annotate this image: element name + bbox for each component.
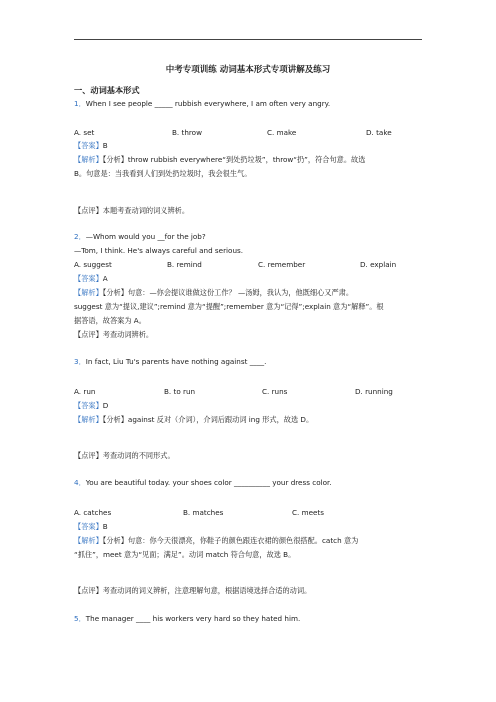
question-2-stem xyxy=(74,232,206,242)
option-b: B. matches xyxy=(183,508,224,517)
analysis-tag: 【解析】 xyxy=(74,536,103,545)
analysis-text: 据答语，故答案为 A。 xyxy=(74,316,146,325)
option-c: C. make xyxy=(267,128,297,137)
question-4-stem xyxy=(74,478,332,488)
option-c: C. runs xyxy=(262,387,288,396)
header-rule xyxy=(74,39,422,40)
question-number: 4． xyxy=(74,478,86,487)
answer-line xyxy=(74,401,108,411)
option-a: A. catches xyxy=(74,508,112,517)
question-number: 5． xyxy=(74,614,86,623)
analysis-line xyxy=(74,536,358,546)
analysis-text: “抓住”，meet 意为“见面；满足”。动词 match 符合句意，故选 B。 xyxy=(74,550,296,559)
analysis-line xyxy=(74,415,313,425)
question-number: 1． xyxy=(74,99,86,108)
question-text: —Tom, I think. He's always careful and serious. xyxy=(74,246,244,255)
comment-text: 【点评】考查动词辨析。 xyxy=(74,330,154,339)
question-3-stem xyxy=(74,357,266,367)
answer-tag: 【答案】 xyxy=(74,141,103,150)
question-text: You are beautiful today. your shoes color __________ your dress color. xyxy=(85,478,332,487)
section-heading: 一、动词基本形式 xyxy=(74,85,140,95)
comment-text: 【点评】考查动词的词义辨析，注意理解句意，根据语境选择合适的动词。 xyxy=(74,586,312,595)
analysis-text: 【分析】against 反对（介词），介词后跟动词 ing 形式，故选 D。 xyxy=(102,415,314,424)
question-1-options xyxy=(74,128,392,138)
option-b: B. remind xyxy=(167,260,202,269)
option-c: C. meets xyxy=(292,508,324,517)
option-a: A. set xyxy=(74,128,95,137)
analysis-text: 【分析】句意：你今天很漂亮，你鞋子的颜色跟连衣裙的颜色很搭配。catch 意为 xyxy=(102,536,359,545)
answer-value: A xyxy=(102,274,108,283)
comment-text: 【点评】考查动词的不同形式。 xyxy=(74,451,175,460)
comment-text: 【点评】本题考查动词的词义辨析。 xyxy=(74,206,190,215)
analysis-tag: 【解析】 xyxy=(74,415,103,424)
answer-tag: 【答案】 xyxy=(74,522,103,531)
answer-value: B xyxy=(102,141,108,150)
question-text: —Whom would you __for the job? xyxy=(85,232,206,241)
page-title: 中考专项训练 动词基本形式专项讲解及练习 xyxy=(165,65,331,75)
analysis-tag: 【解析】 xyxy=(74,155,103,164)
option-a: A. suggest xyxy=(74,260,112,269)
question-1-stem xyxy=(74,99,330,109)
analysis-tag: 【解析】 xyxy=(74,288,103,297)
option-a: A. run xyxy=(74,387,96,396)
analysis-line xyxy=(74,155,365,165)
question-text: The manager ____ his workers very hard so they hated him. xyxy=(85,614,301,623)
option-b: B. throw xyxy=(172,128,202,137)
question-number: 2． xyxy=(74,232,86,241)
answer-tag: 【答案】 xyxy=(74,274,103,283)
analysis-text: B。句意是：当我看到人们到处扔垃圾时，我会很生气。 xyxy=(74,169,252,178)
question-text: In fact, Liu Tu's parents have nothing against ____. xyxy=(85,357,267,366)
answer-line xyxy=(74,274,108,284)
analysis-text: 【分析】句意：—你会提议谁做这份工作？ —汤姆，我认为，他既细心又严肃。 xyxy=(102,288,354,297)
question-5-stem xyxy=(74,614,300,624)
analysis-text: suggest 意为“提议,建议”;remind 意为“提醒”;remember 意为“记得”;explain 意为“解释”。根 xyxy=(74,302,384,311)
question-2-options xyxy=(74,260,396,270)
question-4-options xyxy=(74,508,324,518)
answer-tag: 【答案】 xyxy=(74,401,103,410)
option-b: B. to run xyxy=(164,387,196,396)
answer-line xyxy=(74,141,108,151)
analysis-line xyxy=(74,288,353,298)
option-c: C. remember xyxy=(258,260,306,269)
analysis-text: 【分析】throw rubbish everywhere“到处扔垃圾”，throw“扔”，符合句意。故选 xyxy=(102,155,366,164)
question-number: 3． xyxy=(74,357,86,366)
answer-line xyxy=(74,522,108,532)
option-d: D. take xyxy=(366,128,392,137)
option-d: D. explain xyxy=(360,260,397,269)
question-3-options xyxy=(74,387,393,397)
question-text: When I see people _____ rubbish everywhere, I am often very angry. xyxy=(85,99,331,108)
answer-value: B xyxy=(102,522,108,531)
option-d: D. running xyxy=(355,387,393,396)
answer-value: D xyxy=(102,401,109,410)
